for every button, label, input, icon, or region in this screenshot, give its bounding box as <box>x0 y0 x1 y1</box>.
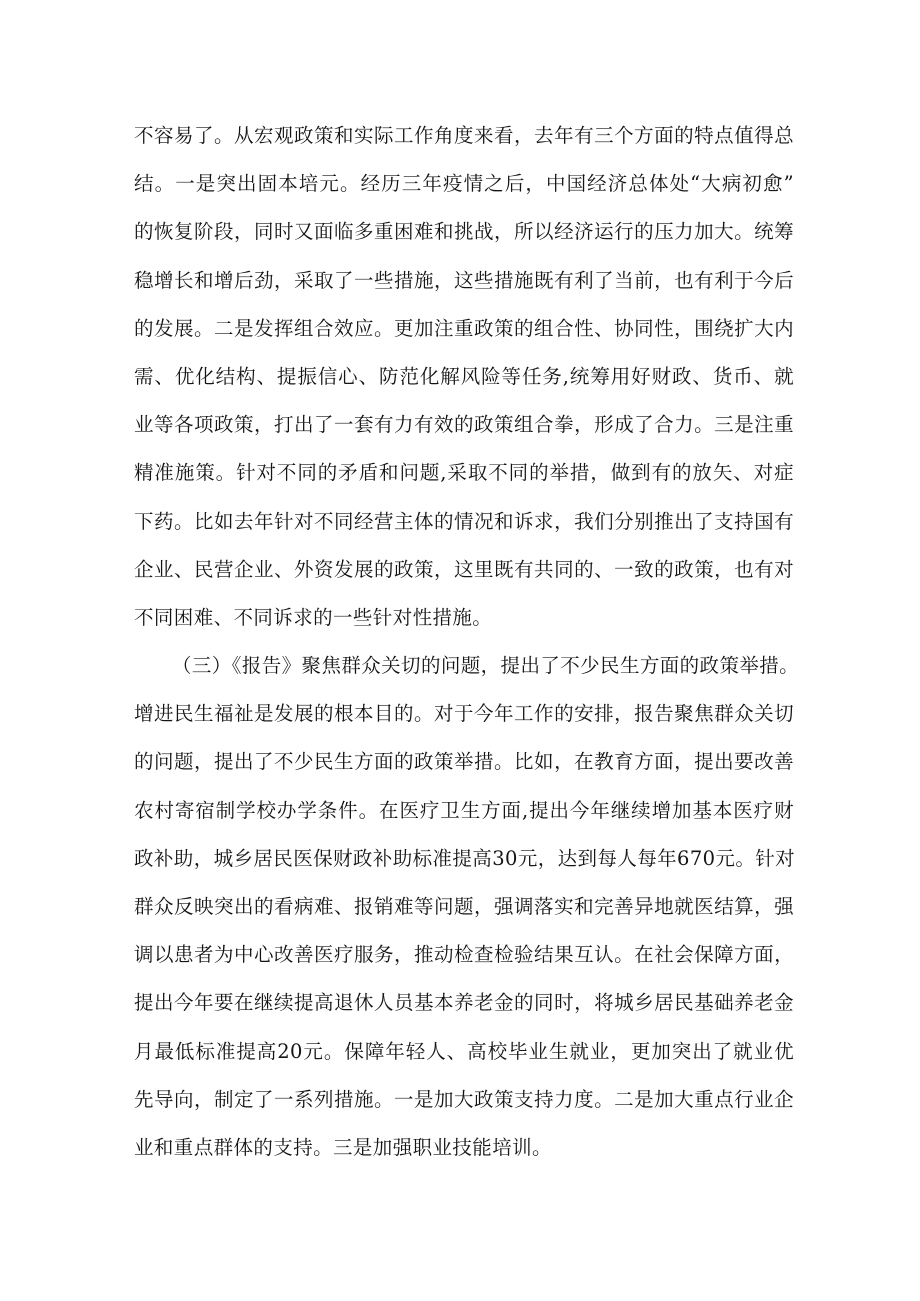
paragraph-line: 的发展。二是发挥组合效应。更加注重政策的组合性、协同性，围绕扩大内 <box>134 316 794 340</box>
paragraph-line: 先导向，制定了一系列措施。一是加大政策支持力度。二是加大重点行业企 <box>134 1087 794 1111</box>
paragraph-line: 业等各项政策，打出了一套有力有效的政策组合拳，形成了合力。三是注重 <box>134 413 794 437</box>
paragraph-line: 提出今年要在继续提高退休人员基本养老金的同时，将城乡居民基础养老金 <box>134 991 794 1015</box>
section-heading-line: （三）《报告》聚焦群众关切的问题，提出了不少民生方面的政策举措。 <box>172 654 800 678</box>
paragraph-line: 政补助，城乡居民医保财政补助标准提高30元，达到每人每年670元。针对 <box>134 846 796 870</box>
paragraph-line: 农村寄宿制学校办学条件。在医疗卫生方面,提出今年继续增加基本医疗财 <box>134 798 794 822</box>
paragraph-livelihood-measures <box>134 642 800 1172</box>
paragraph-line: 不容易了。从宏观政策和实际工作角度来看，去年有三个方面的特点值得总 <box>134 124 794 147</box>
paragraph-line: 增进民生福祉是发展的根本目的。对于今年工作的安排，报告聚焦群众关切 <box>134 702 794 726</box>
paragraph-line: 月最低标准提高20元。保障年轻人、高校毕业生就业，更加突出了就业优 <box>134 1039 794 1063</box>
paragraph-line: 的问题，提出了不少民生方面的政策举措。比如，在教育方面，提出要改善 <box>134 750 794 774</box>
document-body <box>134 112 800 1172</box>
paragraph-line: 下药。比如去年针对不同经营主体的情况和诉求，我们分别推出了支持国有 <box>134 509 794 533</box>
paragraph-line: 企业、民营企业、外资发展的政策，这里既有共同的、一致的政策，也有对 <box>134 557 794 581</box>
paragraph-line: 结。一是突出固本培元。经历三年疫情之后，中国经济总体处“大病初愈” <box>134 172 794 196</box>
paragraph-line: 的恢复阶段，同时又面临多重困难和挑战，所以经济运行的压力加大。统筹 <box>134 220 794 244</box>
paragraph-line: 稳增长和增后劲，采取了一些措施，这些措施既有利了当前，也有利于今后 <box>134 268 794 292</box>
paragraph-line: 需、优化结构、提振信心、防范化解风险等任务,统筹用好财政、货币、就 <box>134 364 794 388</box>
paragraph-line: 不同困难、不同诉求的一些针对性措施。 <box>134 605 493 629</box>
paragraph-policy-review <box>134 112 794 642</box>
paragraph-line: 精准施策。针对不同的矛盾和问题,采取不同的举措，做到有的放矢、对症 <box>134 461 794 485</box>
paragraph-line: 调以患者为中心改善医疗服务，推动检查检验结果互认。在社会保障方面， <box>134 943 794 967</box>
paragraph-line: 群众反映突出的看病难、报销难等问题，强调落实和完善异地就医结算，强 <box>134 895 794 918</box>
paragraph-line: 业和重点群体的支持。三是加强职业技能培训。 <box>134 1135 552 1159</box>
